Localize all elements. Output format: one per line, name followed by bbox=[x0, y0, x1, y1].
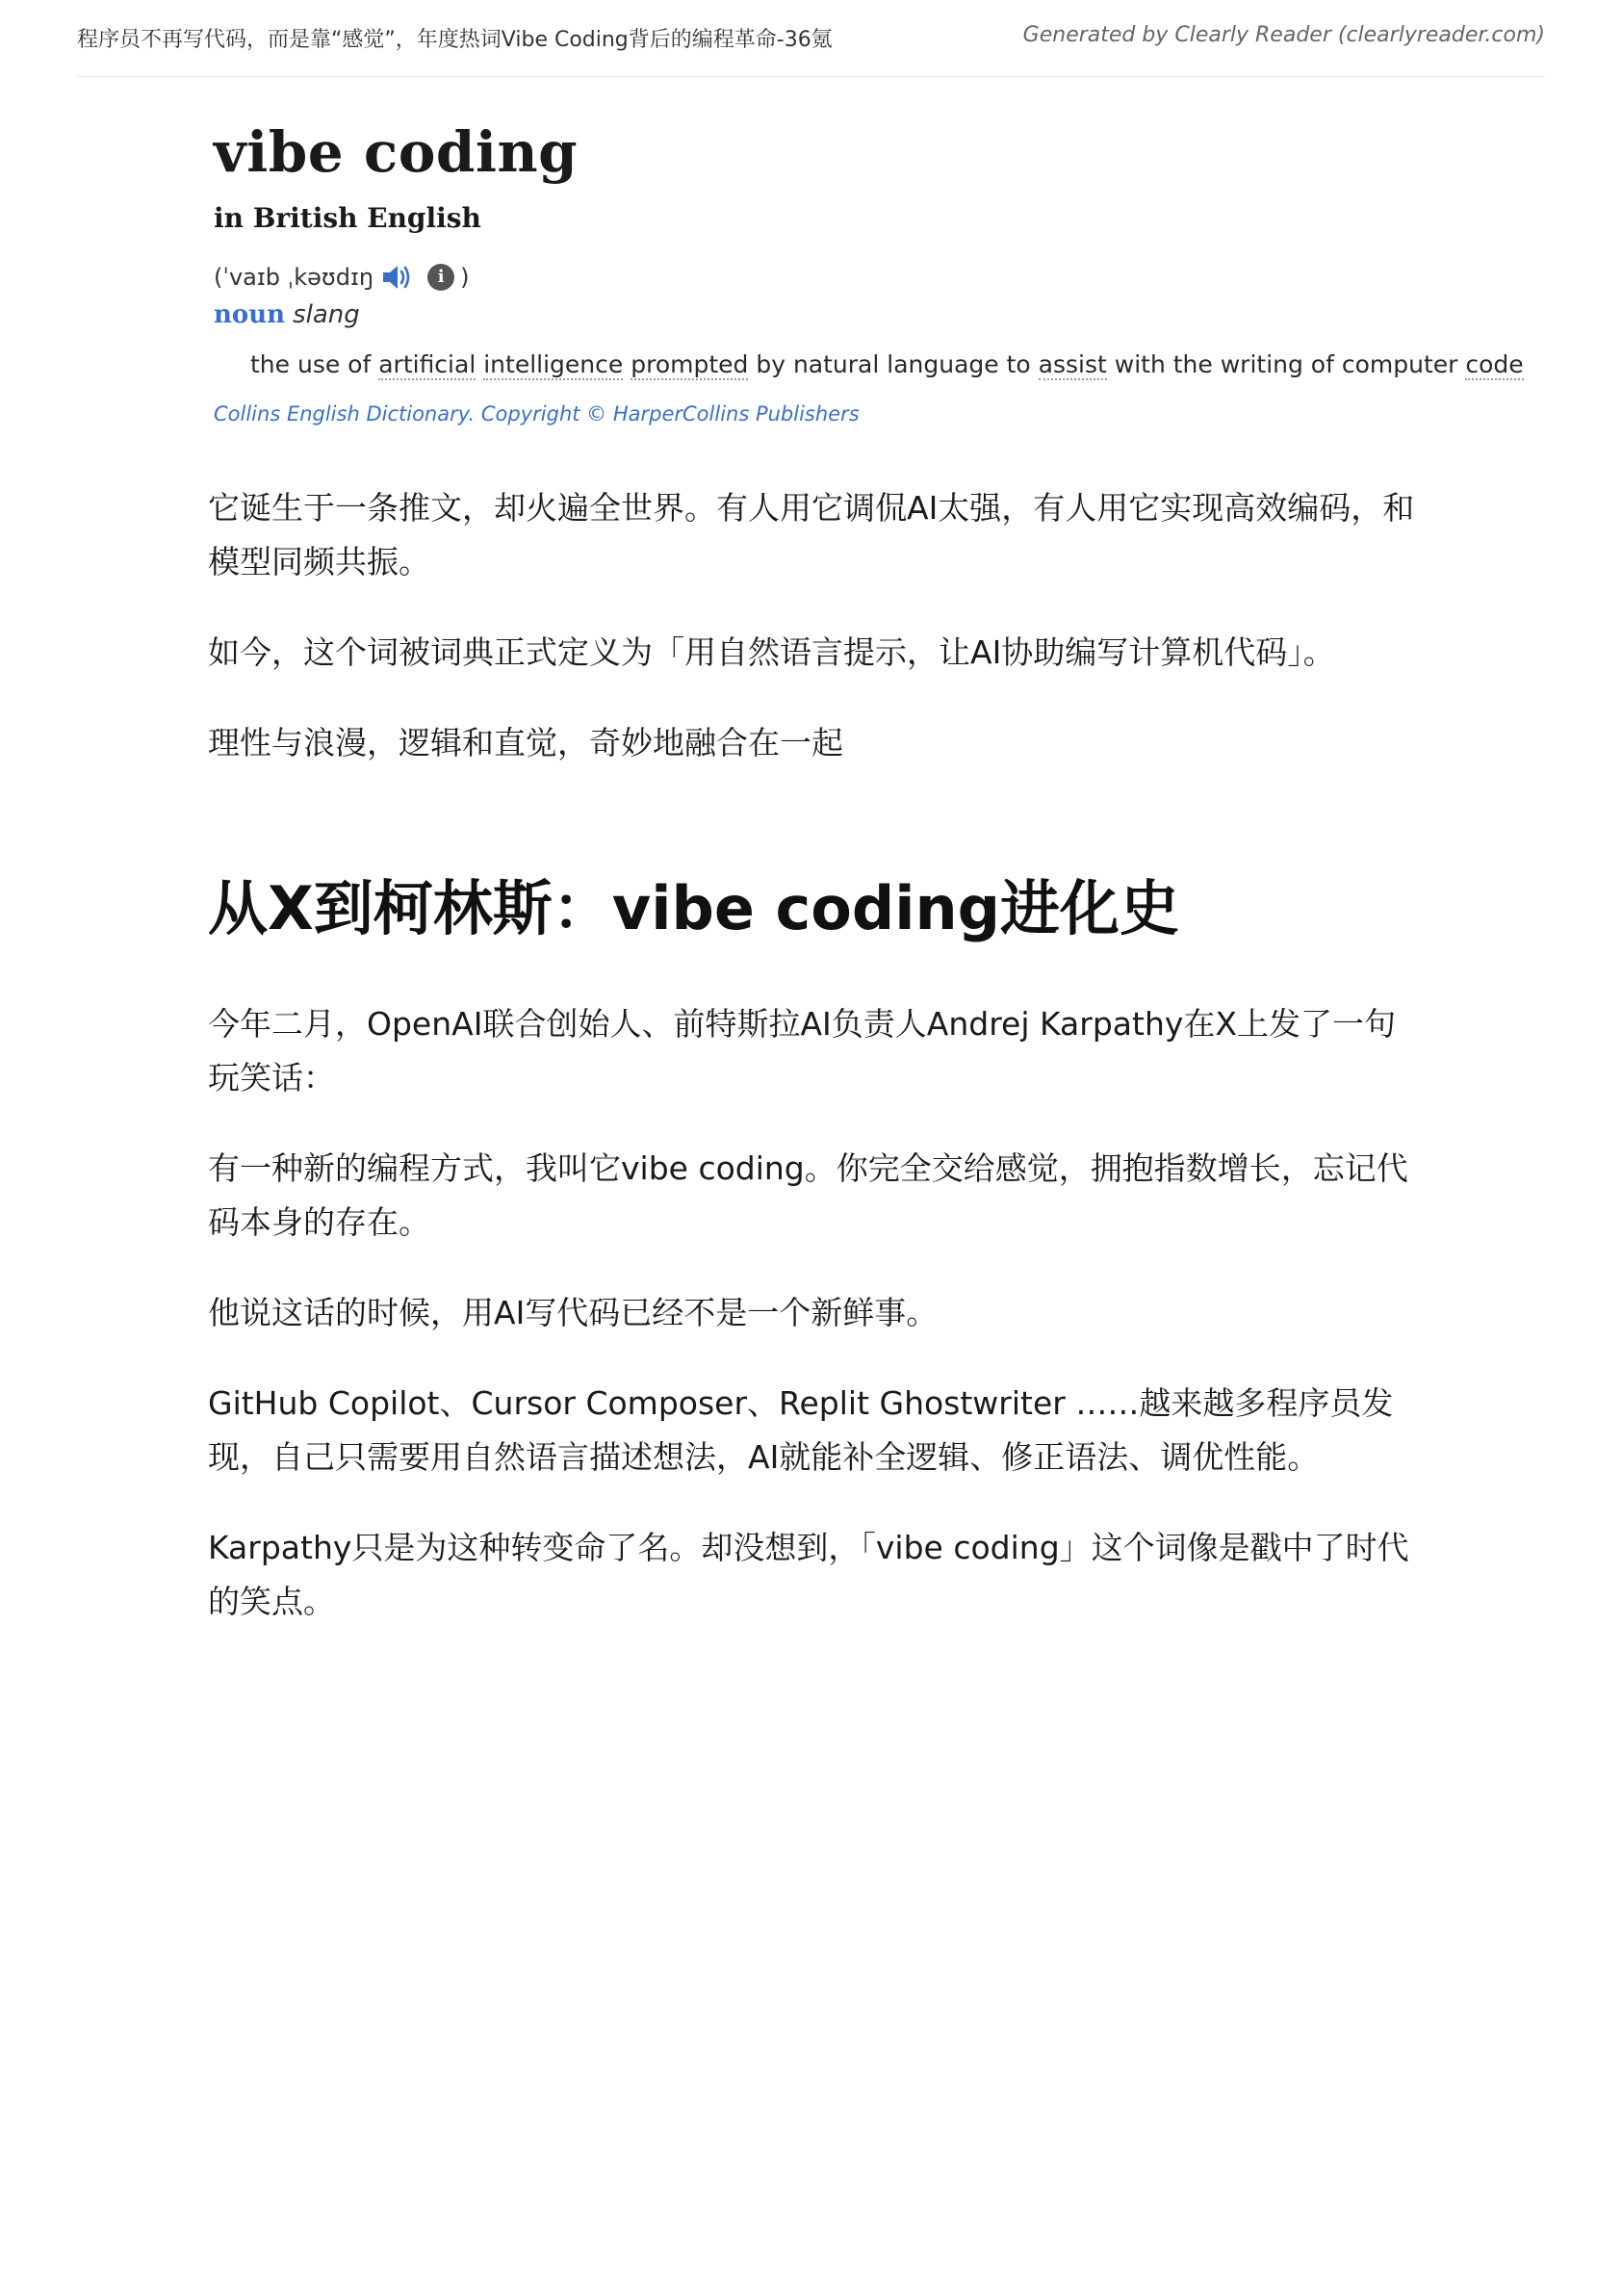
article-body bbox=[208, 481, 1426, 1665]
article-paragraph: 如今，这个词被词典正式定义为「用自然语言提示，让AI协助编写计算机代码」。 bbox=[208, 633, 1335, 671]
pronunciation-text: (ˈvaɪb ˌkəʊdɪŋ bbox=[214, 264, 374, 291]
speaker-icon[interactable] bbox=[381, 263, 414, 292]
article-paragraph: 有一种新的编程方式，我叫它vibe coding。你完全交给感觉，拥抱指数增长，忘记代码本身的存在。 bbox=[208, 1149, 1408, 1241]
article-paragraph: 他说这话的时候，用AI写代码已经不是一个新鲜事。 bbox=[208, 1294, 939, 1331]
article-paragraph: GitHub Copilot、Cursor Composer、Replit Ghostwriter ……越来越多程序员发现，自己只需要用自然语言描述想法，AI就能补全逻辑、修正语法、调优性能。 bbox=[208, 1384, 1394, 1476]
part-of-speech: noun bbox=[214, 300, 286, 329]
dictionary-copyright: Collins English Dictionary. Copyright © HarperCollins Publishers bbox=[214, 402, 860, 426]
dictionary-definition bbox=[250, 350, 1524, 378]
dictionary-figure bbox=[208, 114, 1524, 441]
definition-text: with the writing of computer bbox=[1106, 350, 1466, 378]
article-paragraph: 今年二月，OpenAI联合创始人、前特斯拉AI负责人Andrej Karpathy在X上发了一句玩笑话： bbox=[208, 1005, 1397, 1096]
generator-credit: Generated by Clearly Reader (clearlyreader.com) bbox=[1022, 23, 1545, 47]
definition-link-prompted[interactable]: prompted bbox=[631, 350, 749, 378]
dictionary-headword: vibe coding bbox=[214, 119, 579, 185]
dictionary-variant: in British English bbox=[214, 202, 481, 234]
definition-text: by natural language to bbox=[748, 350, 1039, 378]
document-title: 程序员不再写代码，而是靠“感觉”，年度热词Vibe Coding背后的编程革命-36氪 bbox=[77, 28, 833, 52]
pronunciation-close: ) bbox=[460, 264, 470, 291]
definition-text: the use of bbox=[250, 350, 379, 378]
definition-link-intelligence[interactable]: intelligence bbox=[483, 350, 624, 378]
usage-register: slang bbox=[293, 300, 360, 329]
info-icon[interactable]: i bbox=[427, 264, 454, 291]
article-paragraph: 它诞生于一条推文，却火遍全世界。有人用它调侃AI太强，有人用它实现高效编码，和模型同频共振。 bbox=[208, 489, 1415, 580]
definition-link-code[interactable]: code bbox=[1465, 350, 1524, 378]
definition-link-assist[interactable]: assist bbox=[1038, 350, 1107, 378]
part-of-speech-row bbox=[214, 300, 360, 329]
section-heading: 从X到柯林斯：vibe coding进化史 bbox=[208, 873, 1179, 943]
pronunciation-row bbox=[214, 260, 469, 295]
article-paragraph: 理性与浪漫，逻辑和直觉，奇妙地融合在一起 bbox=[208, 724, 843, 761]
page-header bbox=[77, 0, 1545, 77]
definition-link-artificial[interactable]: artificial bbox=[378, 350, 476, 378]
article-paragraph: Karpathy只是为这种转变命了名。却没想到，「vibe coding」这个词像是戳中了时代的笑点。 bbox=[208, 1529, 1409, 1620]
